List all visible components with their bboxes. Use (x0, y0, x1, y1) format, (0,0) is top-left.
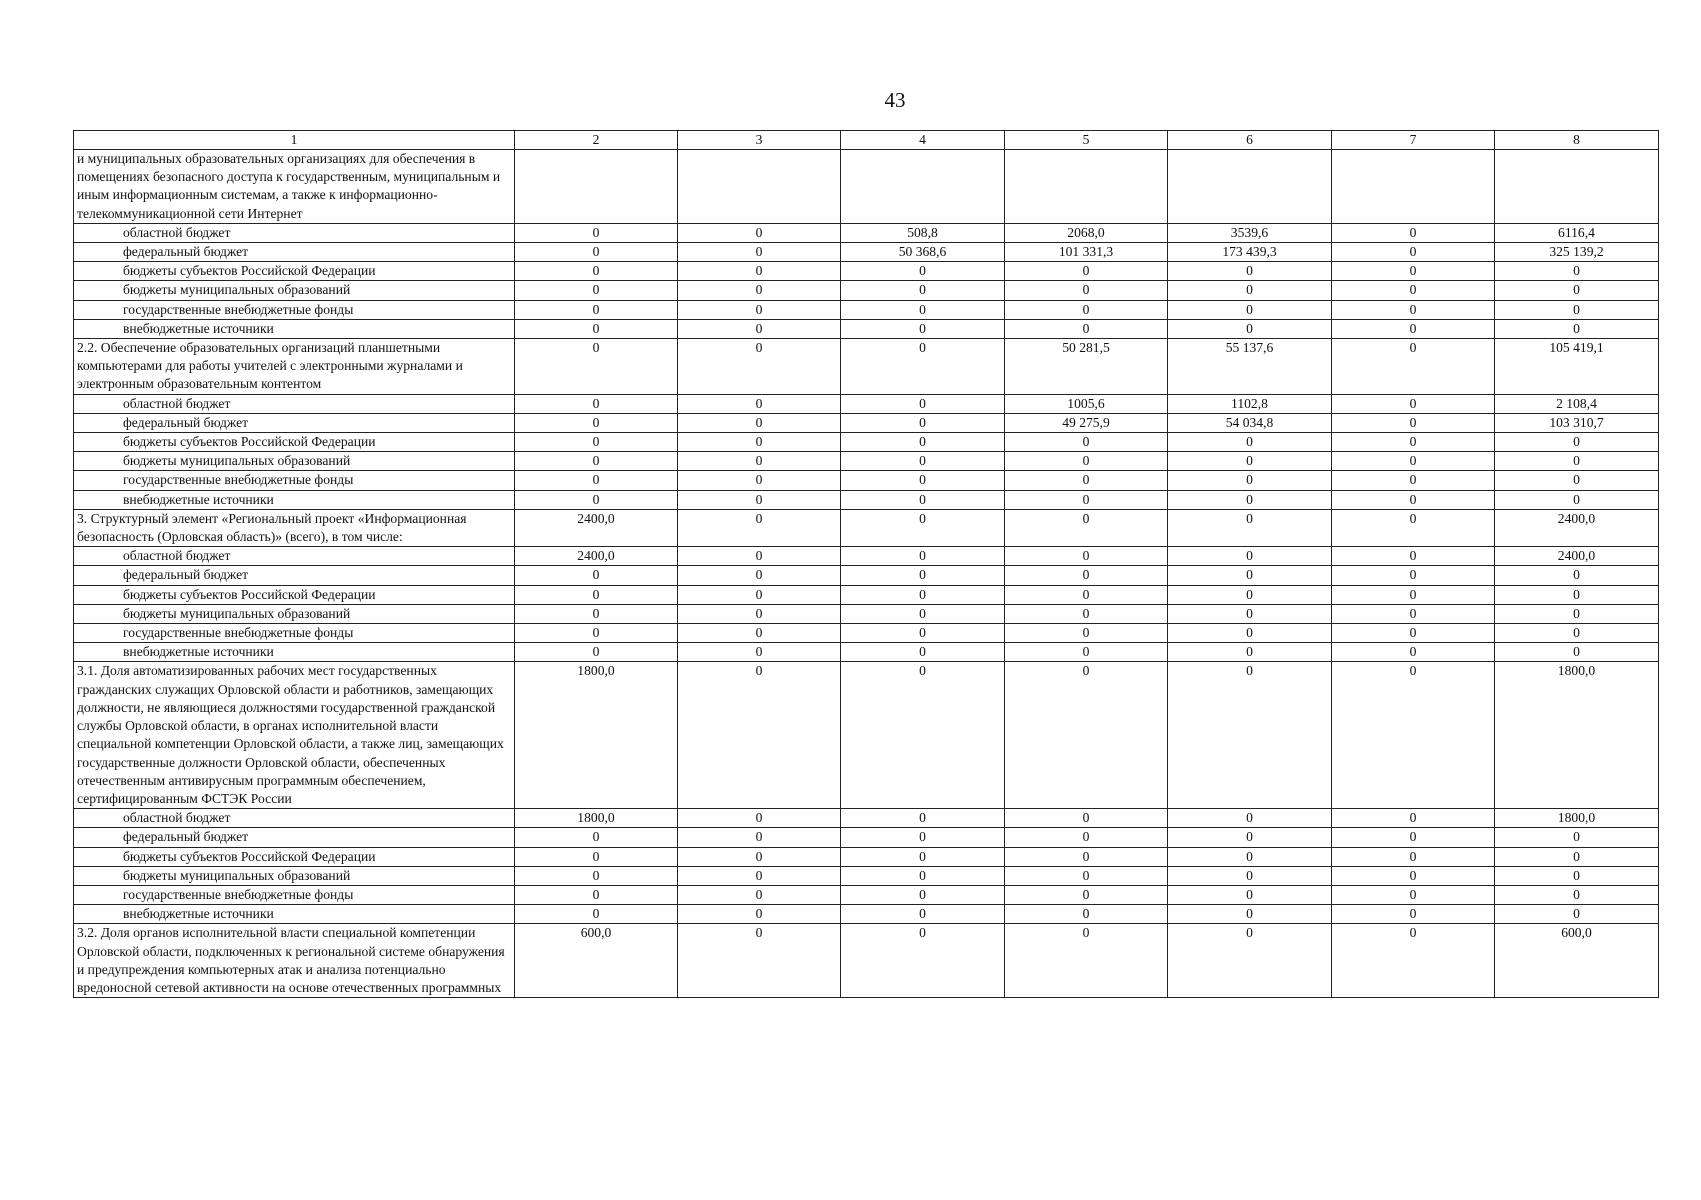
value-cell: 0 (678, 885, 841, 904)
table-row-heading (74, 662, 1659, 809)
value-cell: 0 (1168, 828, 1332, 847)
row-label: внебюджетные источники (74, 905, 515, 924)
value-cell (1005, 150, 1168, 224)
value-cell: 0 (515, 624, 678, 643)
value-cell: 0 (1332, 433, 1495, 452)
value-cell: 0 (1005, 624, 1168, 643)
value-cell: 0 (1332, 319, 1495, 338)
value-cell: 0 (515, 566, 678, 585)
value-cell: 0 (515, 452, 678, 471)
table-row (74, 885, 1659, 904)
value-cell: 0 (1005, 471, 1168, 490)
value-cell: 0 (1168, 662, 1332, 809)
value-cell: 0 (841, 866, 1005, 885)
value-cell: 0 (1005, 924, 1168, 998)
value-cell: 0 (1332, 566, 1495, 585)
value-cell: 0 (678, 828, 841, 847)
column-number: 6 (1168, 131, 1332, 150)
value-cell: 50 368,6 (841, 243, 1005, 262)
value-cell: 0 (1168, 281, 1332, 300)
value-cell: 0 (1005, 809, 1168, 828)
value-cell: 0 (1495, 566, 1659, 585)
value-cell: 0 (1332, 394, 1495, 413)
column-number: 2 (515, 131, 678, 150)
value-cell: 0 (841, 547, 1005, 566)
value-cell: 2400,0 (515, 509, 678, 546)
value-cell: 0 (515, 339, 678, 395)
value-cell: 0 (841, 339, 1005, 395)
row-label: внебюджетные источники (74, 319, 515, 338)
value-cell: 0 (841, 847, 1005, 866)
value-cell: 0 (1168, 300, 1332, 319)
row-label: бюджеты муниципальных образований (74, 281, 515, 300)
table-row (74, 828, 1659, 847)
row-label: 3.1. Доля автоматизированных рабочих мест государственных гражданских служащих Орловской области и работников, замещающих должности, не являющиеся должностями государственной гражданской службы Орловской области, в органах исполнительной власти специальной компетенции Орловской области, а также лиц, замещающих государственные должности Орловской области, обеспеченных отечественным антивирусным программным обеспечением, сертифицированным ФСТЭК России (74, 662, 515, 809)
value-cell: 0 (515, 585, 678, 604)
value-cell: 0 (1495, 471, 1659, 490)
value-cell: 325 139,2 (1495, 243, 1659, 262)
table-row (74, 243, 1659, 262)
value-cell: 0 (1168, 905, 1332, 924)
row-label: федеральный бюджет (74, 828, 515, 847)
value-cell: 0 (1168, 319, 1332, 338)
table-row (74, 394, 1659, 413)
value-cell: 2 108,4 (1495, 394, 1659, 413)
value-cell: 0 (515, 433, 678, 452)
value-cell: 0 (841, 452, 1005, 471)
value-cell: 0 (841, 809, 1005, 828)
row-label: внебюджетные источники (74, 490, 515, 509)
column-number: 3 (678, 131, 841, 150)
row-label: федеральный бюджет (74, 243, 515, 262)
value-cell: 0 (1005, 905, 1168, 924)
value-cell: 0 (515, 394, 678, 413)
value-cell: 0 (1332, 624, 1495, 643)
column-number-row (74, 131, 1659, 150)
value-cell: 0 (1005, 547, 1168, 566)
value-cell: 0 (515, 471, 678, 490)
value-cell: 0 (1332, 471, 1495, 490)
value-cell: 0 (1005, 509, 1168, 546)
column-number: 5 (1005, 131, 1168, 150)
value-cell: 0 (515, 828, 678, 847)
table-row (74, 433, 1659, 452)
value-cell: 0 (515, 490, 678, 509)
table-body (74, 150, 1659, 998)
value-cell: 0 (1168, 547, 1332, 566)
value-cell: 0 (678, 905, 841, 924)
value-cell: 0 (678, 452, 841, 471)
row-label: бюджеты субъектов Российской Федерации (74, 847, 515, 866)
row-label: государственные внебюджетные фонды (74, 885, 515, 904)
value-cell: 0 (1495, 585, 1659, 604)
value-cell: 0 (1005, 262, 1168, 281)
value-cell: 0 (678, 300, 841, 319)
value-cell: 0 (1168, 624, 1332, 643)
table-row (74, 490, 1659, 509)
value-cell: 0 (1495, 828, 1659, 847)
table-row (74, 413, 1659, 432)
table-row (74, 624, 1659, 643)
table-row (74, 866, 1659, 885)
value-cell: 0 (1005, 828, 1168, 847)
value-cell: 0 (1168, 509, 1332, 546)
value-cell: 0 (1332, 452, 1495, 471)
value-cell: 0 (1495, 281, 1659, 300)
value-cell: 0 (841, 300, 1005, 319)
value-cell: 0 (678, 490, 841, 509)
value-cell: 0 (1332, 243, 1495, 262)
value-cell: 0 (515, 604, 678, 623)
row-label: федеральный бюджет (74, 413, 515, 432)
value-cell (1495, 150, 1659, 224)
value-cell: 0 (1332, 262, 1495, 281)
value-cell: 0 (841, 643, 1005, 662)
value-cell: 0 (678, 339, 841, 395)
row-label: 3. Структурный элемент «Региональный проект «Информационная безопасность (Орловская область)» (всего), в том числе: (74, 509, 515, 546)
value-cell: 0 (1332, 866, 1495, 885)
value-cell: 0 (1168, 866, 1332, 885)
value-cell: 0 (1332, 847, 1495, 866)
value-cell: 0 (1168, 643, 1332, 662)
value-cell: 0 (515, 847, 678, 866)
row-label: государственные внебюджетные фонды (74, 624, 515, 643)
table-row (74, 604, 1659, 623)
value-cell: 103 310,7 (1495, 413, 1659, 432)
value-cell: 0 (841, 604, 1005, 623)
value-cell: 0 (515, 300, 678, 319)
row-label: бюджеты субъектов Российской Федерации (74, 433, 515, 452)
value-cell: 0 (1005, 604, 1168, 623)
value-cell: 0 (1168, 885, 1332, 904)
value-cell: 0 (678, 585, 841, 604)
table-row (74, 319, 1659, 338)
value-cell: 0 (1168, 604, 1332, 623)
value-cell: 0 (678, 223, 841, 242)
value-cell: 55 137,6 (1168, 339, 1332, 395)
value-cell: 2068,0 (1005, 223, 1168, 242)
value-cell: 0 (678, 847, 841, 866)
value-cell: 0 (1168, 809, 1332, 828)
value-cell: 1800,0 (1495, 662, 1659, 809)
value-cell: 0 (515, 905, 678, 924)
value-cell: 0 (678, 413, 841, 432)
value-cell: 0 (678, 566, 841, 585)
value-cell: 0 (678, 433, 841, 452)
column-number: 7 (1332, 131, 1495, 150)
row-label: федеральный бюджет (74, 566, 515, 585)
value-cell: 0 (1332, 905, 1495, 924)
value-cell: 0 (1332, 585, 1495, 604)
table-row (74, 452, 1659, 471)
value-cell: 0 (1495, 885, 1659, 904)
value-cell: 0 (1168, 471, 1332, 490)
value-cell: 0 (678, 604, 841, 623)
value-cell: 0 (1168, 452, 1332, 471)
value-cell: 0 (1332, 643, 1495, 662)
row-label: внебюджетные источники (74, 643, 515, 662)
value-cell: 0 (1005, 847, 1168, 866)
table-row (74, 262, 1659, 281)
value-cell: 0 (1332, 662, 1495, 809)
value-cell: 0 (1168, 585, 1332, 604)
value-cell: 0 (1168, 490, 1332, 509)
value-cell: 0 (515, 262, 678, 281)
value-cell: 1102,8 (1168, 394, 1332, 413)
value-cell (1332, 150, 1495, 224)
value-cell: 173 439,3 (1168, 243, 1332, 262)
value-cell: 0 (1005, 566, 1168, 585)
value-cell: 50 281,5 (1005, 339, 1168, 395)
column-number: 4 (841, 131, 1005, 150)
value-cell: 0 (1332, 339, 1495, 395)
table-row (74, 847, 1659, 866)
table-row (74, 809, 1659, 828)
value-cell: 0 (1495, 847, 1659, 866)
value-cell: 508,8 (841, 223, 1005, 242)
value-cell: 0 (515, 885, 678, 904)
value-cell: 0 (841, 662, 1005, 809)
table-row (74, 547, 1659, 566)
value-cell (1168, 150, 1332, 224)
row-label: государственные внебюджетные фонды (74, 471, 515, 490)
value-cell: 0 (841, 509, 1005, 546)
value-cell: 0 (1005, 433, 1168, 452)
value-cell: 0 (1005, 585, 1168, 604)
value-cell: 0 (678, 281, 841, 300)
value-cell: 0 (841, 394, 1005, 413)
value-cell: 0 (515, 866, 678, 885)
row-label: областной бюджет (74, 223, 515, 242)
value-cell: 0 (678, 471, 841, 490)
value-cell: 0 (678, 243, 841, 262)
row-label: областной бюджет (74, 547, 515, 566)
value-cell: 0 (678, 624, 841, 643)
value-cell: 0 (678, 809, 841, 828)
value-cell: 0 (1495, 490, 1659, 509)
value-cell: 2400,0 (515, 547, 678, 566)
row-label: 3.2. Доля органов исполнительной власти специальной компетенции Орловской области, подключенных к региональной системе обнаружения и предупреждения компьютерных атак и анализа потенциально вредоносной сетевой активности на основе отечественных программных (74, 924, 515, 998)
value-cell: 0 (1495, 624, 1659, 643)
value-cell: 0 (678, 866, 841, 885)
value-cell: 1005,6 (1005, 394, 1168, 413)
value-cell: 54 034,8 (1168, 413, 1332, 432)
value-cell: 0 (841, 471, 1005, 490)
value-cell: 0 (1005, 866, 1168, 885)
value-cell: 0 (1005, 662, 1168, 809)
value-cell: 6116,4 (1495, 223, 1659, 242)
value-cell: 0 (515, 223, 678, 242)
value-cell: 0 (678, 262, 841, 281)
row-label: 2.2. Обеспечение образовательных организаций планшетными компьютерами для работы учителей с электронными журналами и электронным образовательным контентом (74, 339, 515, 395)
value-cell: 0 (1495, 300, 1659, 319)
value-cell: 0 (841, 828, 1005, 847)
table-row (74, 471, 1659, 490)
table-row-heading (74, 339, 1659, 395)
value-cell (515, 150, 678, 224)
value-cell: 0 (841, 319, 1005, 338)
value-cell: 0 (1332, 828, 1495, 847)
page-number: 43 (884, 88, 906, 112)
value-cell: 0 (1495, 452, 1659, 471)
table-header (74, 131, 1659, 150)
value-cell: 0 (841, 624, 1005, 643)
value-cell: 0 (1332, 300, 1495, 319)
value-cell: 0 (1495, 643, 1659, 662)
table-row (74, 585, 1659, 604)
value-cell: 0 (1332, 509, 1495, 546)
value-cell: 0 (1005, 319, 1168, 338)
table-row-heading (74, 924, 1659, 998)
value-cell: 0 (1005, 300, 1168, 319)
value-cell: 0 (1168, 566, 1332, 585)
row-label: бюджеты субъектов Российской Федерации (74, 262, 515, 281)
value-cell: 0 (1332, 547, 1495, 566)
table-row (74, 300, 1659, 319)
row-label: бюджеты муниципальных образований (74, 452, 515, 471)
value-cell: 0 (1495, 604, 1659, 623)
value-cell: 0 (1495, 319, 1659, 338)
value-cell: 0 (841, 490, 1005, 509)
value-cell: 0 (1332, 281, 1495, 300)
value-cell: 2400,0 (1495, 509, 1659, 546)
value-cell: 0 (1005, 452, 1168, 471)
row-label: бюджеты субъектов Российской Федерации (74, 585, 515, 604)
value-cell: 0 (841, 905, 1005, 924)
value-cell: 0 (841, 262, 1005, 281)
value-cell (678, 150, 841, 224)
row-label: бюджеты муниципальных образований (74, 604, 515, 623)
value-cell: 101 331,3 (1005, 243, 1168, 262)
value-cell: 0 (1005, 885, 1168, 904)
value-cell: 0 (841, 924, 1005, 998)
value-cell: 0 (678, 924, 841, 998)
value-cell: 1800,0 (515, 809, 678, 828)
value-cell: 0 (1332, 490, 1495, 509)
value-cell: 0 (1005, 490, 1168, 509)
value-cell: 0 (1495, 866, 1659, 885)
value-cell: 0 (1005, 643, 1168, 662)
value-cell: 0 (1332, 809, 1495, 828)
value-cell: 0 (841, 566, 1005, 585)
value-cell: 0 (1332, 413, 1495, 432)
value-cell: 1800,0 (1495, 809, 1659, 828)
value-cell: 0 (678, 319, 841, 338)
value-cell: 600,0 (1495, 924, 1659, 998)
value-cell: 0 (678, 509, 841, 546)
value-cell: 1800,0 (515, 662, 678, 809)
value-cell: 0 (1332, 885, 1495, 904)
budget-table (73, 130, 1659, 998)
row-label: и муниципальных образовательных организациях для обеспечения в помещениях безопасного доступа к государственным, муниципальным и иным информационным системам, а также к информационно-телекоммуникационной сети Интернет (74, 150, 515, 224)
value-cell: 0 (678, 547, 841, 566)
table-row (74, 643, 1659, 662)
value-cell: 600,0 (515, 924, 678, 998)
column-number: 1 (74, 131, 515, 150)
table-row (74, 905, 1659, 924)
value-cell: 0 (678, 643, 841, 662)
table-row-heading (74, 509, 1659, 546)
value-cell: 2400,0 (1495, 547, 1659, 566)
table-row-heading (74, 150, 1659, 224)
value-cell: 0 (1495, 905, 1659, 924)
value-cell: 0 (1495, 262, 1659, 281)
column-number: 8 (1495, 131, 1659, 150)
row-label: областной бюджет (74, 394, 515, 413)
row-label: государственные внебюджетные фонды (74, 300, 515, 319)
value-cell: 0 (1332, 223, 1495, 242)
value-cell: 49 275,9 (1005, 413, 1168, 432)
value-cell: 0 (1332, 924, 1495, 998)
value-cell: 0 (1168, 924, 1332, 998)
value-cell: 0 (515, 281, 678, 300)
value-cell: 0 (1168, 433, 1332, 452)
value-cell: 3539,6 (1168, 223, 1332, 242)
value-cell (841, 150, 1005, 224)
table-row (74, 566, 1659, 585)
value-cell: 0 (841, 413, 1005, 432)
value-cell: 0 (1005, 281, 1168, 300)
value-cell: 0 (841, 885, 1005, 904)
table-row (74, 281, 1659, 300)
value-cell: 0 (1168, 262, 1332, 281)
value-cell: 105 419,1 (1495, 339, 1659, 395)
value-cell: 0 (1332, 604, 1495, 623)
value-cell: 0 (841, 585, 1005, 604)
value-cell: 0 (678, 394, 841, 413)
value-cell: 0 (515, 243, 678, 262)
value-cell: 0 (515, 643, 678, 662)
value-cell: 0 (515, 413, 678, 432)
value-cell: 0 (841, 281, 1005, 300)
value-cell: 0 (678, 662, 841, 809)
value-cell: 0 (515, 319, 678, 338)
row-label: областной бюджет (74, 809, 515, 828)
value-cell: 0 (841, 433, 1005, 452)
table-row (74, 223, 1659, 242)
value-cell: 0 (1495, 433, 1659, 452)
value-cell: 0 (1168, 847, 1332, 866)
row-label: бюджеты муниципальных образований (74, 866, 515, 885)
